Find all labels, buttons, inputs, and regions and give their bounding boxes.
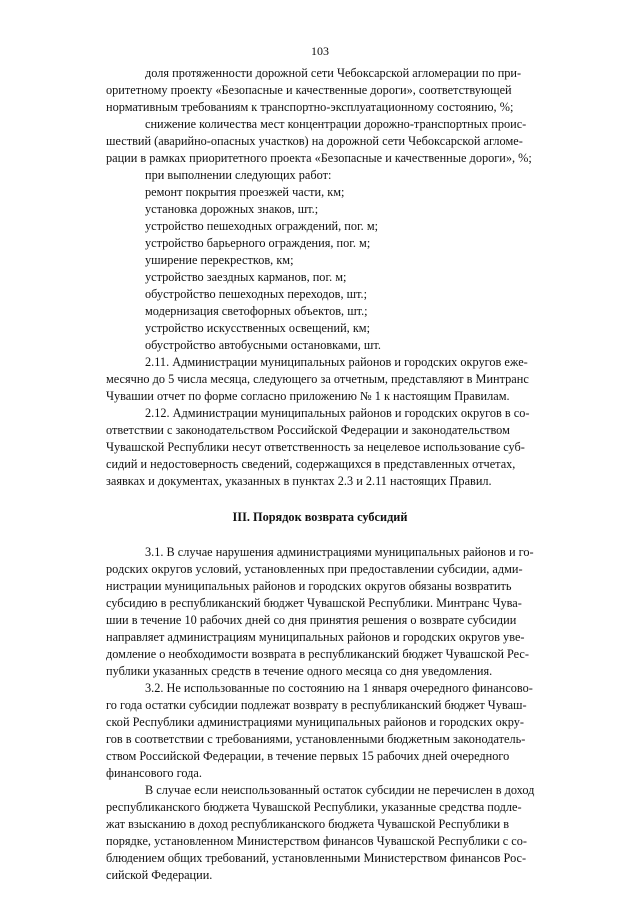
text-line: 3.2. Не использованные по состоянию на 1 января очередного финансово-	[145, 681, 533, 695]
text-line: шествий (аварийно-опасных участков) на дорожной сети Чебоксарской агломе-	[106, 134, 523, 148]
text-line: республиканского бюджета Чувашской Республики, указанные средства подле-	[106, 800, 522, 814]
text-line: рации в рамках приоритетного проекта «Безопасные и качественные дороги», %;	[106, 151, 532, 165]
text-line: В случае если неиспользованный остаток субсидии не перечислен в доход	[145, 783, 535, 797]
text-line: оритетному проекту «Безопасные и качественные дороги», соответствующей	[106, 83, 512, 97]
list-item: устройство заездных карманов, пог. м;	[145, 270, 347, 284]
list-item: ремонт покрытия проезжей части, км;	[145, 185, 345, 199]
text-line: ответствии с законодательством Российской Федерации и законодательством	[106, 423, 510, 437]
list-item: устройство искусственных освещений, км;	[145, 321, 370, 335]
text-line: го года остатки субсидии подлежат возврату в республиканский бюджет Чуваш-	[106, 698, 527, 712]
text-line: направляет администрациям муниципальных районов и городских округов уве-	[106, 630, 525, 644]
text-line: нистрации муниципальных районов и городских округов обязаны возвратить	[106, 579, 512, 593]
text-line: ской Республики администрациями муниципальных районов и городских окру-	[106, 715, 524, 729]
text-line: 3.1. В случае нарушения администрациями муниципальных районов и го-	[145, 545, 534, 559]
page-number: 103	[311, 44, 329, 58]
text-line: снижение количества мест концентрации дорожно-транспортных проис-	[145, 117, 527, 131]
text-line: порядке, установленном Министерством финансов Чувашской Республики с со-	[106, 834, 527, 848]
text-line: Чувашии отчет по форме согласно приложению № 1 к настоящим Правилам.	[106, 389, 510, 403]
text-line: сийской Федерации.	[106, 868, 213, 882]
text-line: доля протяженности дорожной сети Чебоксарской агломерации по при-	[145, 66, 522, 80]
list-item: устройство барьерного ограждения, пог. м;	[145, 236, 371, 250]
list-item: модернизация светофорных объектов, шт.;	[145, 304, 368, 318]
list-item: уширение перекрестков, км;	[145, 253, 294, 267]
list-item: устройство пешеходных ограждений, пог. м;	[145, 219, 379, 233]
text-line: субсидию в республиканский бюджет Чувашской Республики. Минтранс Чува-	[106, 596, 522, 610]
text-line: при выполнении следующих работ:	[145, 168, 332, 182]
text-line: гов в соответствии с требованиями, установленными бюджетным законодатель-	[106, 732, 526, 746]
text-line: 2.11. Администрации муниципальных районов и городских округов еже-	[145, 355, 528, 369]
text-line: нормативным требованиям к транспортно-эксплуатационному состоянию, %;	[106, 100, 514, 114]
text-line: Чувашской Республики несут ответственность за нецелевое использование суб-	[106, 440, 525, 454]
text-line: ством Российской Федерации, в течение первых 15 рабочих дней очередного	[106, 749, 510, 763]
text-line: шии в течение 10 рабочих дней со дня принятия решения о возврате субсидии	[106, 613, 517, 627]
text-line: жат взысканию в доход республиканского бюджета Чувашской Республики в	[106, 817, 510, 831]
text-line: заявках и документах, указанных в пунктах 2.3 и 2.11 настоящих Правил.	[106, 474, 492, 488]
text-line: финансового года.	[106, 766, 202, 780]
text-line: блюдением общих требований, установленными Министерством финансов Рос-	[106, 851, 527, 865]
list-item: обустройство пешеходных переходов, шт.;	[145, 287, 368, 301]
section-heading: III. Порядок возврата субсидий	[232, 510, 408, 524]
text-line: сидий и недостоверность сведений, содержащихся в представленных отчетах,	[106, 457, 516, 471]
list-item: обустройство автобусными остановками, шт.	[145, 338, 381, 352]
list-item: установка дорожных знаков, шт.;	[145, 202, 319, 216]
text-line: месячно до 5 числа месяца, следующего за отчетным, представляют в Минтранс	[106, 372, 529, 386]
text-line: 2.12. Администрации муниципальных районов и городских округов в со-	[145, 406, 530, 420]
text-line: родских округов условий, установленных при предоставлении субсидии, адми-	[106, 562, 523, 576]
text-line: домление о необходимости возврата в республиканский бюджет Чувашской Рес-	[106, 647, 529, 661]
text-line: публики указанных средств в течение одного месяца со дня уведомления.	[106, 664, 493, 678]
